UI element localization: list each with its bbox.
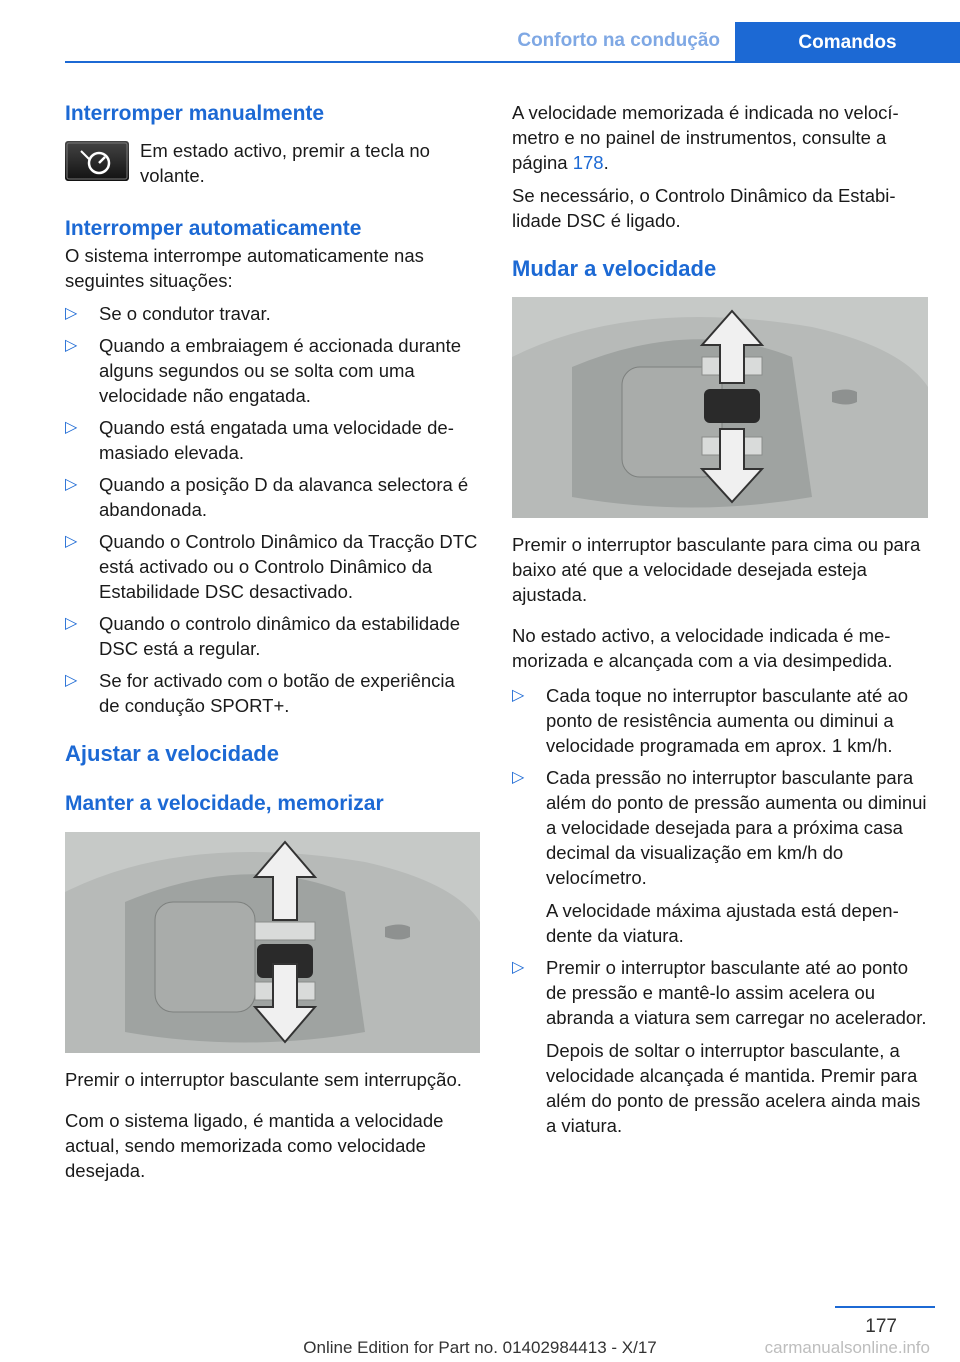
header-rule (65, 61, 960, 63)
list-item (512, 765, 930, 948)
list-item: ▷ Cada toque no interruptor basculante até ao ponto de resistência aumenta ou diminui a velocidade programada em aprox. 1 km/h. (512, 683, 930, 758)
list-item: ▷ Se for activado com o botão de experiência de condução SPORT+. (65, 668, 480, 718)
change-speed-note: No estado activo, a velocidade indicada é memorizada e alcançada com a via desimpedida. (512, 625, 893, 671)
heading-adjust-speed: Ajustar a velocidade (65, 741, 279, 766)
auto-bullet-list (65, 301, 480, 718)
heading-change-speed: Mudar a velocidade (512, 256, 717, 281)
left-column (65, 100, 480, 1183)
steering-wheel-rocker-photo (65, 832, 480, 1053)
page-header (0, 0, 960, 64)
list-item-text: ▷ Premir o interruptor basculante até ao ponto de pressão e mantê-lo assim acelera ou abranda a viatura sem carregar no acelerador. (546, 957, 927, 1028)
memorized-speed-note (512, 100, 930, 175)
cruise-control-key-icon (65, 141, 129, 181)
watermark: carmanualsonline.info (764, 1338, 930, 1357)
right-column (512, 100, 930, 1145)
heading-interrupt-auto: Interromper automaticamente (65, 217, 362, 240)
dsc-note: Se necessário, o Controlo Dinâmico da Estabilidade DSC é ligado. (512, 185, 896, 231)
chapter-tab: Comandos (735, 22, 960, 63)
list-item: ▷ Quando o controlo dinâmico da estabilidade DSC está a regular. (65, 611, 480, 661)
keep-speed-step: Premir o interruptor basculante sem interrupção. (65, 1069, 462, 1090)
steering-wheel-rocker-photo-2 (512, 297, 928, 518)
manual-text: Em estado activo, premir a tecla no volante. (140, 140, 430, 186)
list-item-text: ▷ Cada pressão no interruptor basculante para além do ponto de pressão aumenta ou diminui a velocidade desejada para a próxima casa decimal da visualização em km/h do velocímetro. (546, 767, 927, 888)
change-speed-step: Premir o interruptor basculante para cima ou para baixo até que a velocidade desejada esteja ajustada. (512, 534, 921, 605)
change-bullet-list (512, 683, 930, 1138)
list-item: ▷ Se o condutor travar. (65, 301, 480, 326)
list-item: ▷ Quando a posição D da alavanca selectora é abandonada. (65, 472, 480, 522)
list-item-extra: Depois de soltar o interruptor basculante, a velocidade alcançada é mantida. Premir para além do ponto de pressão acelera ainda mais a viatura. (546, 1040, 921, 1136)
heading-keep-speed: Manter a velocidade, memorizar (65, 792, 384, 815)
list-item: ▷ Quando o Controlo Dinâmico da Tracção DTC está activado ou o Controlo Dinâmico da Estabilidade DSC desactivado. (65, 529, 480, 604)
memorized-speed-text: A velocidade memorizada é indicada no velocímetro e no painel de instrumentos, consulte a página (512, 102, 899, 173)
list-item-extra: A velocidade máxima ajustada está dependente da viatura. (546, 900, 899, 946)
list-item (512, 955, 930, 1138)
keep-speed-result: Com o sistema ligado, é mantida a velocidade actual, sendo memorizada como velocidade desejada. (65, 1110, 444, 1181)
page-reference-link[interactable]: 178 (572, 152, 604, 173)
heading-interrupt-manual: Interromper manualmente (65, 102, 325, 125)
edition-line: Online Edition for Part no. 01402984413 - X/17 (303, 1338, 657, 1357)
auto-intro: O sistema interrompe automaticamente nas seguintes situações: (65, 245, 424, 291)
list-item: ▷ Quando a embraiagem é accionada durante alguns segundos ou se solta com uma velocidade não engatada. (65, 333, 480, 408)
page-number: 177 (865, 1316, 897, 1337)
list-item: ▷ Quando está engatada uma velocidade demasiado elevada. (65, 415, 480, 465)
footer-rule (835, 1306, 935, 1308)
manual-instruction (65, 138, 480, 188)
period: . (603, 152, 609, 173)
section-title: Conforto na condução (517, 30, 720, 51)
